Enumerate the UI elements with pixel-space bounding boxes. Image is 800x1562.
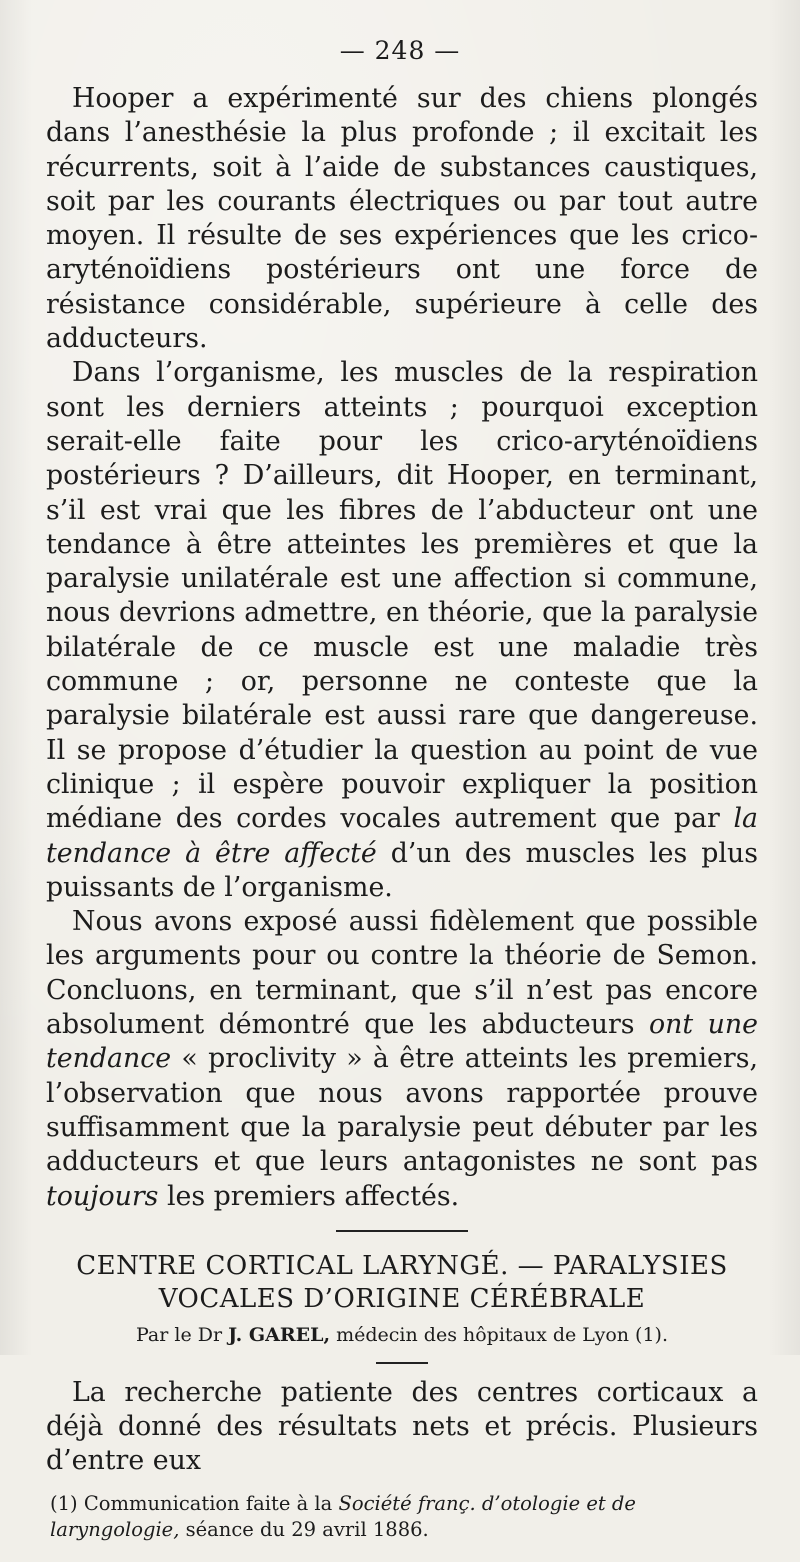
paragraph-text: « proclivity » à être atteints les premiers, l’observation que nous avons rapportée prouve suffisamment que la paralysie peut débuter par les adducteurs et que leurs antagonistes ne sont pas [46,1043,758,1178]
paragraph-text: d’un des muscles les plus puissants de l’organisme. [46,837,758,903]
paragraph-text: les premiers affectés. [158,1180,460,1212]
footnote-suffix: séance du 29 avril 1886. [179,1517,429,1541]
section-title-line-2: VOCALES D’ORIGINE CÉRÉBRALE [158,1283,646,1314]
footnote-italic: Société franç. d’otologie et de laryngologie, [50,1491,636,1541]
section-divider [336,1230,468,1232]
footnote-prefix: (1) Communication faite à la [50,1491,339,1515]
paragraph-cortical-centers: La recherche patiente des centres corticaux a déjà donné des résultats nets et précis. Plusieurs d’entre eux [46,1376,758,1477]
body-text [46,82,758,1562]
author-name: J. GAREL, [228,1323,331,1346]
italic-phrase: la tendance à être affecté [46,803,758,869]
footnote [46,1491,758,1543]
paragraph-hooper-experiments [46,82,758,356]
author-byline [46,1322,758,1348]
paragraph-organism-muscles [46,356,758,905]
italic-phrase: toujours [46,1180,159,1212]
paragraph-text: Nous avons exposé aussi fidèlement que possible les arguments pour ou contre la théorie de Semon. Concluons, en terminant, que s’il n’est pas encore absolument démontré que les abducteurs [46,906,758,1041]
section-title-line-1: CENTRE CORTICAL LARYNGÉ. — PARALYSIES [76,1250,728,1281]
paragraph-text: Dans l’organisme, les muscles de la respiration sont les derniers atteints ; pourquoi exception serait-elle faite pour les crico-aryténoïdiens postérieurs ? D’ailleurs, dit Hooper, en terminant, s’il est vrai que les fibres de l’abducteur ont une tendance à être atteintes les premières et que la paralysie unilatérale est une affection si commune, nous devrions admettre, en théorie, que la paralysie bilatérale de ce muscle est une maladie très commune ; or, personne ne conteste que la paralysie bilatérale est aussi rare que dangereuse. Il se propose d’étudier la question au point de vue clinique ; il espère pouvoir expliquer la position médiane des cordes vocales autrement que par [46,357,758,835]
byline-divider [376,1362,428,1364]
page-number: — 248 — [339,36,461,65]
paragraph-text: Hooper a expérimenté sur des chiens plongés dans l’anesthésie la plus profonde ; il excitait les récurrents, soit à l’aide de substances caustiques, soit par les courants électriques ou par tout autre moyen. Il résulte de ses expériences que les crico-aryténoïdiens postérieurs ont une force de résistance considérable, supérieure à celle des adducteurs. [46,83,758,355]
byline-prefix: Par le Dr [136,1323,223,1346]
paragraph-conclusion [46,905,758,1214]
italic-phrase: ont une tendance [46,1009,758,1075]
byline-suffix: médecin des hôpitaux de Lyon (1). [336,1323,668,1346]
